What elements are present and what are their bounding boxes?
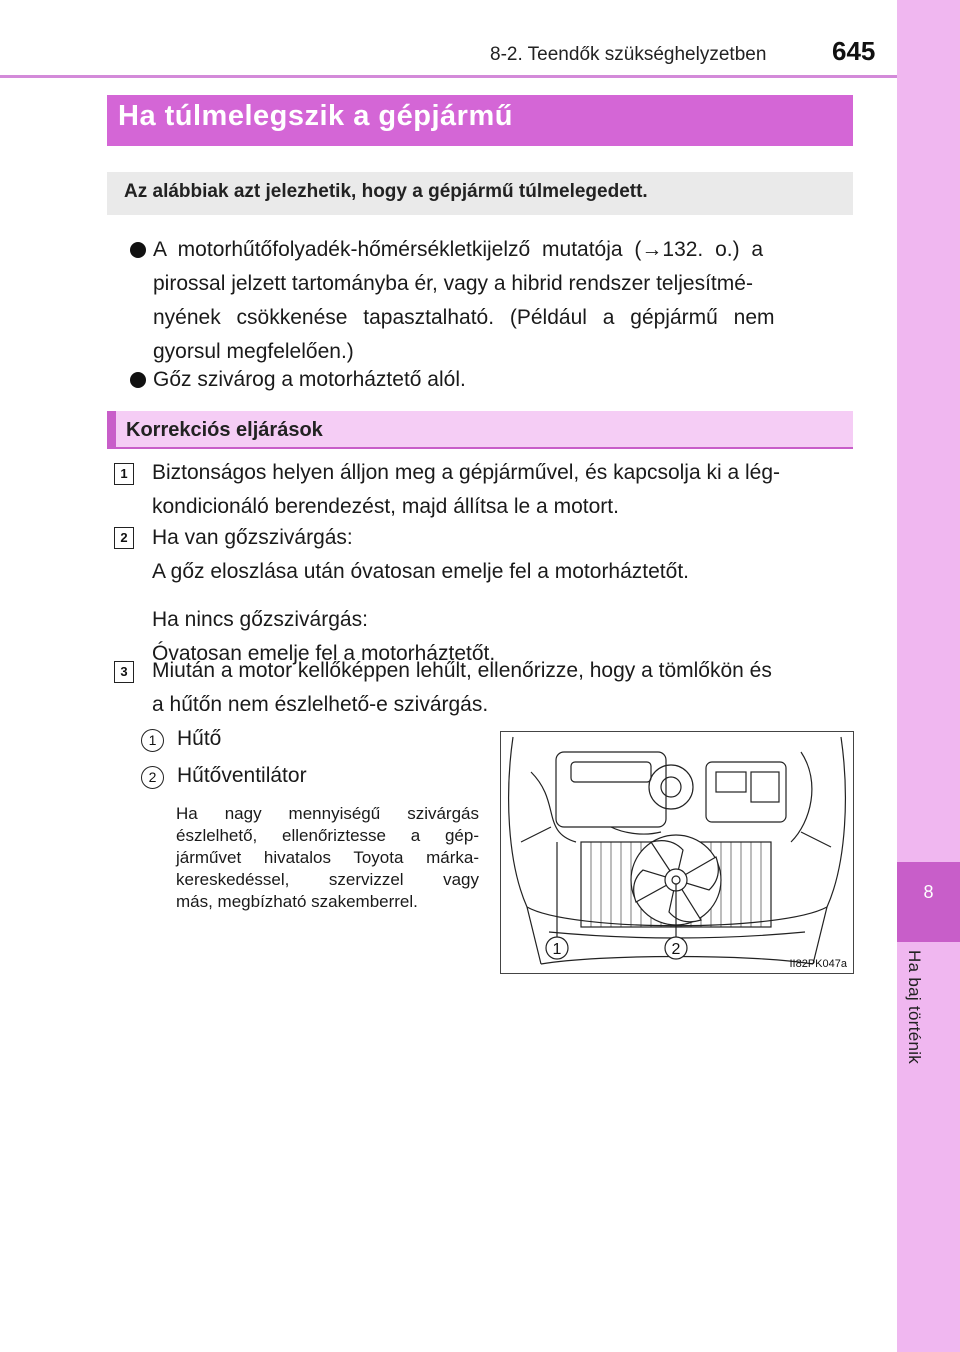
- callout-1: 1: [552, 941, 562, 958]
- note-line: kereskedéssel, szervizzel vagy: [176, 870, 479, 889]
- symptom-1-line: gyorsul megfelelően.): [153, 340, 354, 363]
- step-2-text: [152, 521, 689, 671]
- step-3-line: a hűtőn nem észlelhető-e szivárgás.: [152, 693, 489, 716]
- note-line: más, megbízható szakemberrel.: [176, 892, 418, 911]
- note-line: Ha nagy mennyiségű szivárgás: [176, 804, 479, 823]
- bullet-icon: [130, 372, 146, 388]
- engine-bay-illustration: [500, 731, 854, 974]
- chapter-label: Ha baj történik: [905, 950, 924, 1065]
- legend-1-marker: 1: [141, 729, 164, 752]
- step-2-line: Óvatosan emelje fel a motorháztetőt.: [152, 642, 496, 665]
- note-line: járművet hivatalos Toyota márka-: [176, 848, 479, 867]
- step-2-marker: 2: [114, 527, 134, 549]
- legend-2-label: Hűtőventilátor: [177, 764, 307, 787]
- step-1-line: Biztonságos helyen álljon meg a gépjárművel, és kapcsolja ki a lég-: [152, 461, 781, 484]
- symptom-1-line: nyének csökkenése tapasztalható. (Például a gépjármű nem: [153, 306, 775, 329]
- section-header: Korrekciós eljárások: [126, 419, 323, 441]
- step-2-line: Ha nincs gőzszivárgás:: [152, 608, 368, 631]
- step-2-line: A gőz eloszlása után óvatosan emelje fel a motorháztetőt.: [152, 560, 689, 583]
- legend-1-label: Hűtő: [177, 727, 222, 750]
- header-divider: [0, 75, 897, 78]
- symptom-item-1: [153, 233, 845, 369]
- engine-bay-drawing: [501, 732, 853, 973]
- section-header-accent: [107, 411, 116, 448]
- step-2-line: Ha van gőzszivárgás:: [152, 526, 353, 549]
- symptom-item-2: Gőz szivárog a motorháztető alól.: [153, 368, 466, 391]
- callout-2: 2: [671, 941, 681, 958]
- legend-2-marker: 2: [141, 766, 164, 789]
- chapter-number: 8: [923, 882, 934, 902]
- step-1-line: kondicionáló berendezést, majd állítsa le a motort.: [152, 495, 619, 518]
- note-text: [176, 803, 479, 913]
- symptom-1-line: pirossal jelzett tartományba ér, vagy a hibrid rendszer teljesítmé-: [153, 272, 753, 295]
- page-title: Ha túlmelegszik a gépjármű: [118, 100, 513, 132]
- step-3-text: [152, 654, 772, 722]
- page-number: 645: [832, 36, 876, 66]
- step-1-text: [152, 456, 780, 524]
- step-3-marker: 3: [114, 661, 134, 683]
- side-tab-strip: [897, 0, 960, 1352]
- running-header: 8-2. Teendők szükséghelyzetben: [490, 44, 767, 65]
- note-line: észlelhető, ellenőriztesse a gép-: [176, 826, 479, 845]
- bullet-icon: [130, 242, 146, 258]
- step-3-line: Miután a motor kellőképpen lehűlt, ellenőrizze, hogy a tömlőkön és: [152, 659, 772, 682]
- section-header-rule: [107, 447, 853, 449]
- info-box-text: Az alábbiak azt jelezhetik, hogy a gépjármű túlmelegedett.: [124, 181, 648, 202]
- step-1-marker: 1: [114, 463, 134, 485]
- symptom-1-line: A motorhűtőfolyadék-hőmérsékletkijelző mutatója (→132. o.) a: [153, 238, 764, 261]
- illustration-code: II82PK047a: [789, 958, 847, 970]
